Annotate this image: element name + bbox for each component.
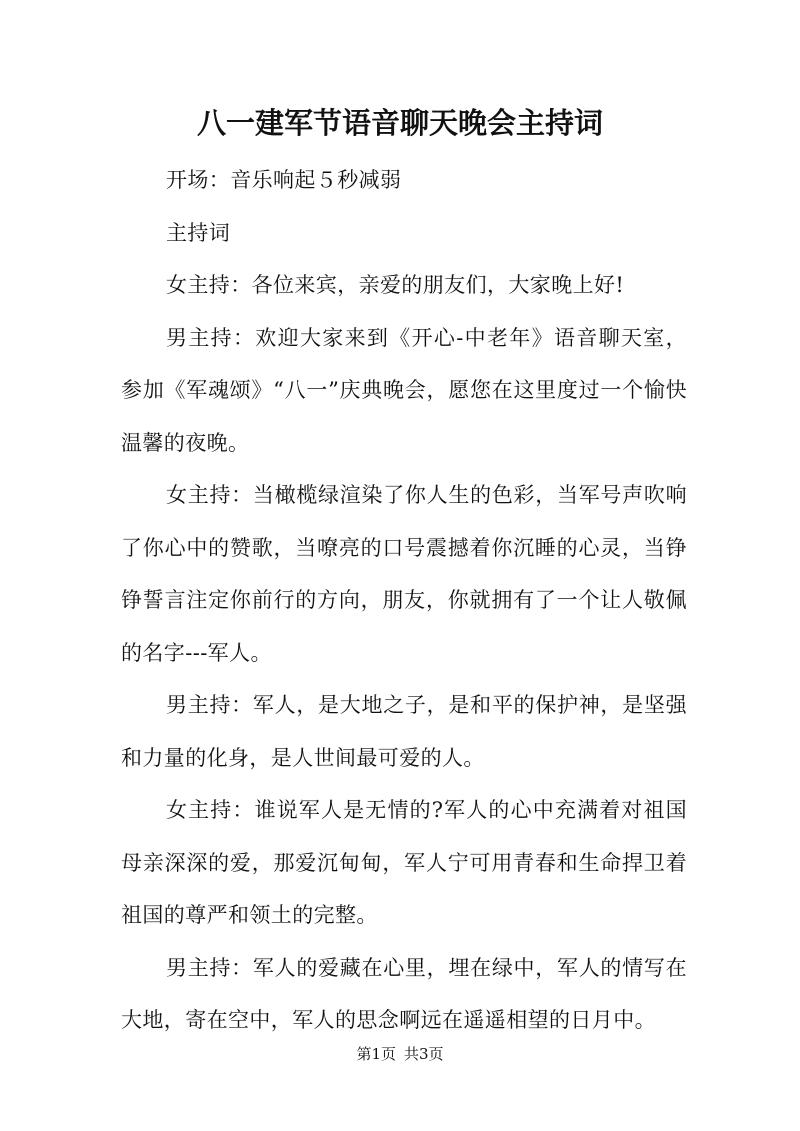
paragraph-female-host-1: 女主持：各位来宾，亲爱的朋友们，大家晚上好! xyxy=(166,273,625,297)
paragraph-male-host-1: 男主持：欢迎大家来到《开心-中老年》语音聊天室，参加《军魂颂》“八一”庆典晚会，愿您在这里度过一个愉快温馨的夜晚。 xyxy=(121,325,687,455)
paragraph-opening: 开场：音乐响起５秒减弱 xyxy=(166,168,402,192)
paragraph-host-words: 主持词 xyxy=(166,220,231,245)
paragraph-female-host-3: 女主持：谁说军人是无情的?军人的心中充满着对祖国母亲深深的爱，那爱沉甸甸，军人宁可用青春和生命捍卫着祖国的尊严和领土的完整。 xyxy=(121,798,687,927)
paragraph-male-host-3: 男主持：军人的爱藏在心里，埋在绿中，军人的情写在大地，寄在空中，军人的思念啊远在遥遥相望的日月中。 xyxy=(121,955,687,1032)
paragraph-female-host-2: 女主持：当橄榄绿渲染了你人生的色彩，当军号声吹响了你心中的赞歌，当嘹亮的口号震撼着你沉睡的心灵，当铮铮誓言注定你前行的方向，朋友，你就拥有了一个让人敬佩的名字---军人。 xyxy=(121,483,687,665)
document-title: 八一建军节语音聊天晚会主持词 xyxy=(196,106,603,140)
page-total: 共3页 xyxy=(404,1045,444,1063)
document-body xyxy=(121,154,687,1047)
page-number: 第1页 xyxy=(356,1045,396,1063)
page-footer xyxy=(0,1043,800,1065)
paragraph-male-host-2: 男主持：军人，是大地之子，是和平的保护神，是坚强和力量的化身，是人世间最可爱的人。 xyxy=(121,693,687,770)
